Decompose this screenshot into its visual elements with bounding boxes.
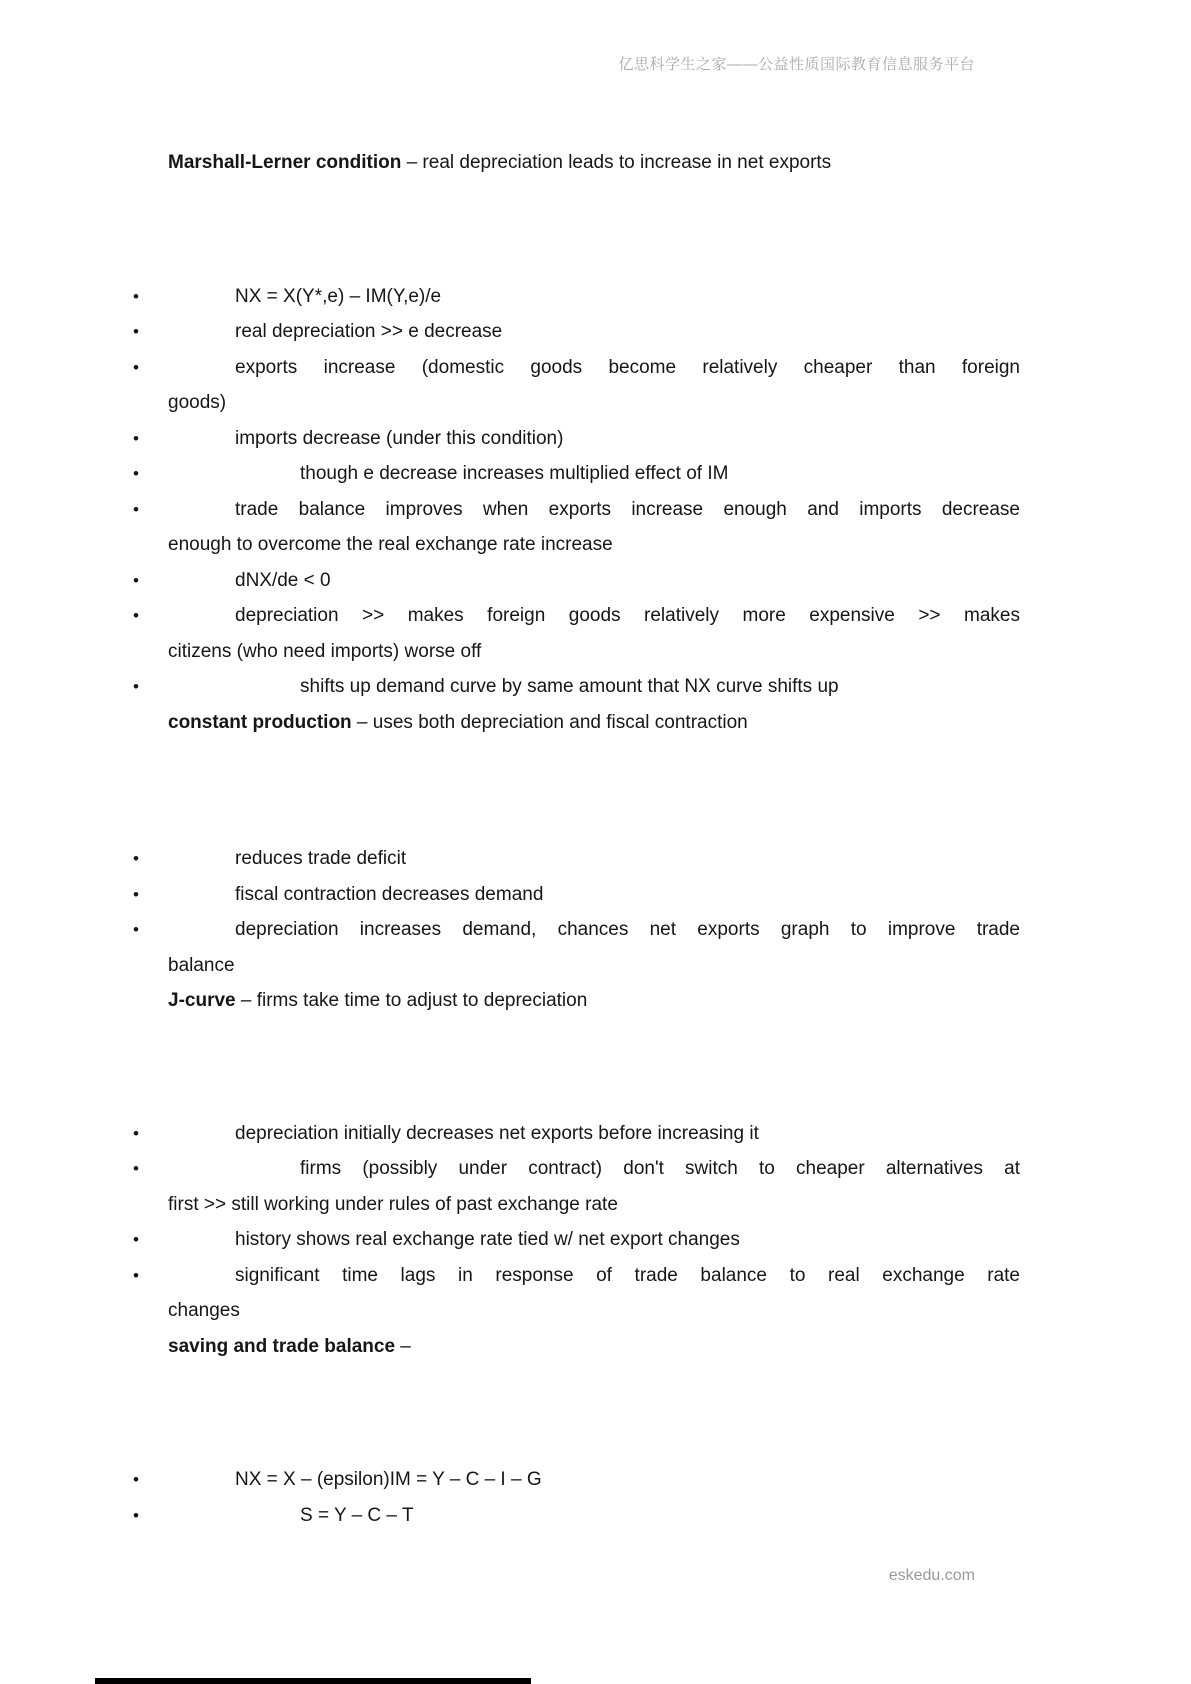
heading-line [168, 145, 1020, 181]
bold-text: saving and trade balance [168, 1335, 396, 1357]
bullet-icon: • [133, 606, 139, 625]
body-text: changes [168, 1300, 240, 1321]
bullet-icon: • [133, 677, 139, 696]
continuation-line [168, 1187, 1020, 1223]
section-gap [168, 740, 1020, 841]
bullet-item [133, 279, 1020, 315]
bullet-icon: • [133, 1159, 139, 1178]
section-gap [168, 1364, 1020, 1462]
footer-site-text: eskedu.com [888, 1567, 975, 1584]
section-gap [168, 181, 1020, 279]
body-text: history shows real exchange rate tied w/ net export changes [235, 1229, 740, 1250]
bullet-icon: • [133, 322, 139, 341]
bullet-item [133, 598, 1020, 634]
bullet-icon: • [133, 849, 139, 868]
body-text: balance [168, 954, 235, 976]
bullet-item [133, 877, 1020, 913]
bullet-item [133, 1116, 1020, 1152]
cutoff-black-bar [95, 1678, 531, 1684]
continuation-line [168, 385, 1020, 421]
body-text: trade balance improves when exports increase enough and imports decrease [235, 498, 1020, 520]
bullet-icon: • [133, 499, 139, 519]
body-text: S = Y – C – T [300, 1504, 414, 1526]
body-text: depreciation increases demand, chances net exports graph to improve trade [235, 919, 1020, 940]
section-gap [168, 1019, 1020, 1116]
bullet-item [133, 492, 1020, 528]
body-text: NX = X – (epsilon)IM = Y – C – I – G [235, 1469, 542, 1490]
bullet-item [133, 669, 1020, 705]
bullet-icon: • [133, 920, 139, 939]
bullet-item [133, 1151, 1020, 1187]
continuation-line [168, 634, 1020, 670]
continuation-line [168, 948, 1020, 984]
bold-text: Marshall-Lerner condition [168, 152, 402, 173]
bullet-icon: • [133, 1470, 139, 1489]
body-text: shifts up demand curve by same amount that NX curve shifts up [300, 676, 839, 697]
heading-line [168, 983, 1020, 1019]
bullet-item [133, 421, 1020, 457]
body-text: firms (possibly under contract) don't switch to cheaper alternatives at [300, 1158, 1020, 1179]
bullet-icon: • [133, 1505, 139, 1525]
bullet-item [133, 314, 1020, 350]
bold-text: constant production [168, 711, 352, 733]
bullet-icon: • [133, 464, 139, 483]
body-text: exports increase (domestic goods become relatively cheaper than foreign [235, 356, 1020, 378]
bullet-item [133, 1258, 1020, 1294]
body-text: NX = X(Y*,e) – IM(Y,e)/e [235, 285, 442, 307]
body-text: first >> still working under rules of past exchange rate [168, 1193, 618, 1215]
body-text: – uses both depreciation and fiscal contraction [351, 711, 748, 733]
bullet-item [133, 456, 1020, 492]
bullet-item [133, 912, 1020, 948]
bold-text: J-curve [168, 990, 236, 1011]
body-text: – firms take time to adjust to depreciation [235, 990, 588, 1011]
body-text: though e decrease increases multiplied effect of IM [300, 463, 729, 484]
bullet-icon: • [133, 1230, 139, 1249]
body-text: citizens (who need imports) worse off [168, 640, 482, 662]
bullet-icon: • [133, 570, 139, 590]
bullet-icon: • [133, 1123, 139, 1143]
heading-line [168, 1329, 1020, 1365]
heading-line [168, 705, 1020, 741]
bullet-icon: • [133, 884, 139, 904]
bullet-item [133, 841, 1020, 877]
bullet-icon: • [133, 1265, 139, 1285]
body-text: – real depreciation leads to increase in net exports [401, 152, 832, 173]
bullet-icon: • [133, 357, 139, 377]
bullet-item [133, 563, 1020, 599]
bullet-item [133, 1462, 1020, 1498]
body-text: real depreciation >> e decrease [235, 321, 503, 342]
bullet-item [133, 1498, 1020, 1534]
body-text: reduces trade deficit [235, 848, 407, 869]
bullet-icon: • [133, 428, 139, 448]
document-body [133, 145, 1020, 1533]
bullet-item [133, 350, 1020, 386]
body-text: – [395, 1335, 411, 1357]
bullet-icon: • [133, 286, 139, 306]
bullet-item [133, 1222, 1020, 1258]
body-text: significant time lags in response of trade balance to real exchange rate [235, 1264, 1020, 1286]
body-text: imports decrease (under this condition) [235, 427, 564, 449]
body-text: fiscal contraction decreases demand [235, 883, 544, 905]
continuation-line [168, 527, 1020, 563]
body-text: depreciation initially decreases net exports before increasing it [235, 1122, 759, 1144]
body-text: enough to overcome the real exchange rate increase [168, 534, 613, 555]
platform-header-text: 亿思科学生之家——公益性质国际教育信息服务平台 [618, 56, 975, 73]
body-text: goods) [168, 392, 227, 413]
body-text: dNX/de < 0 [235, 569, 331, 591]
body-text: depreciation >> makes foreign goods relatively more expensive >> makes [235, 605, 1020, 626]
continuation-line [168, 1293, 1020, 1329]
